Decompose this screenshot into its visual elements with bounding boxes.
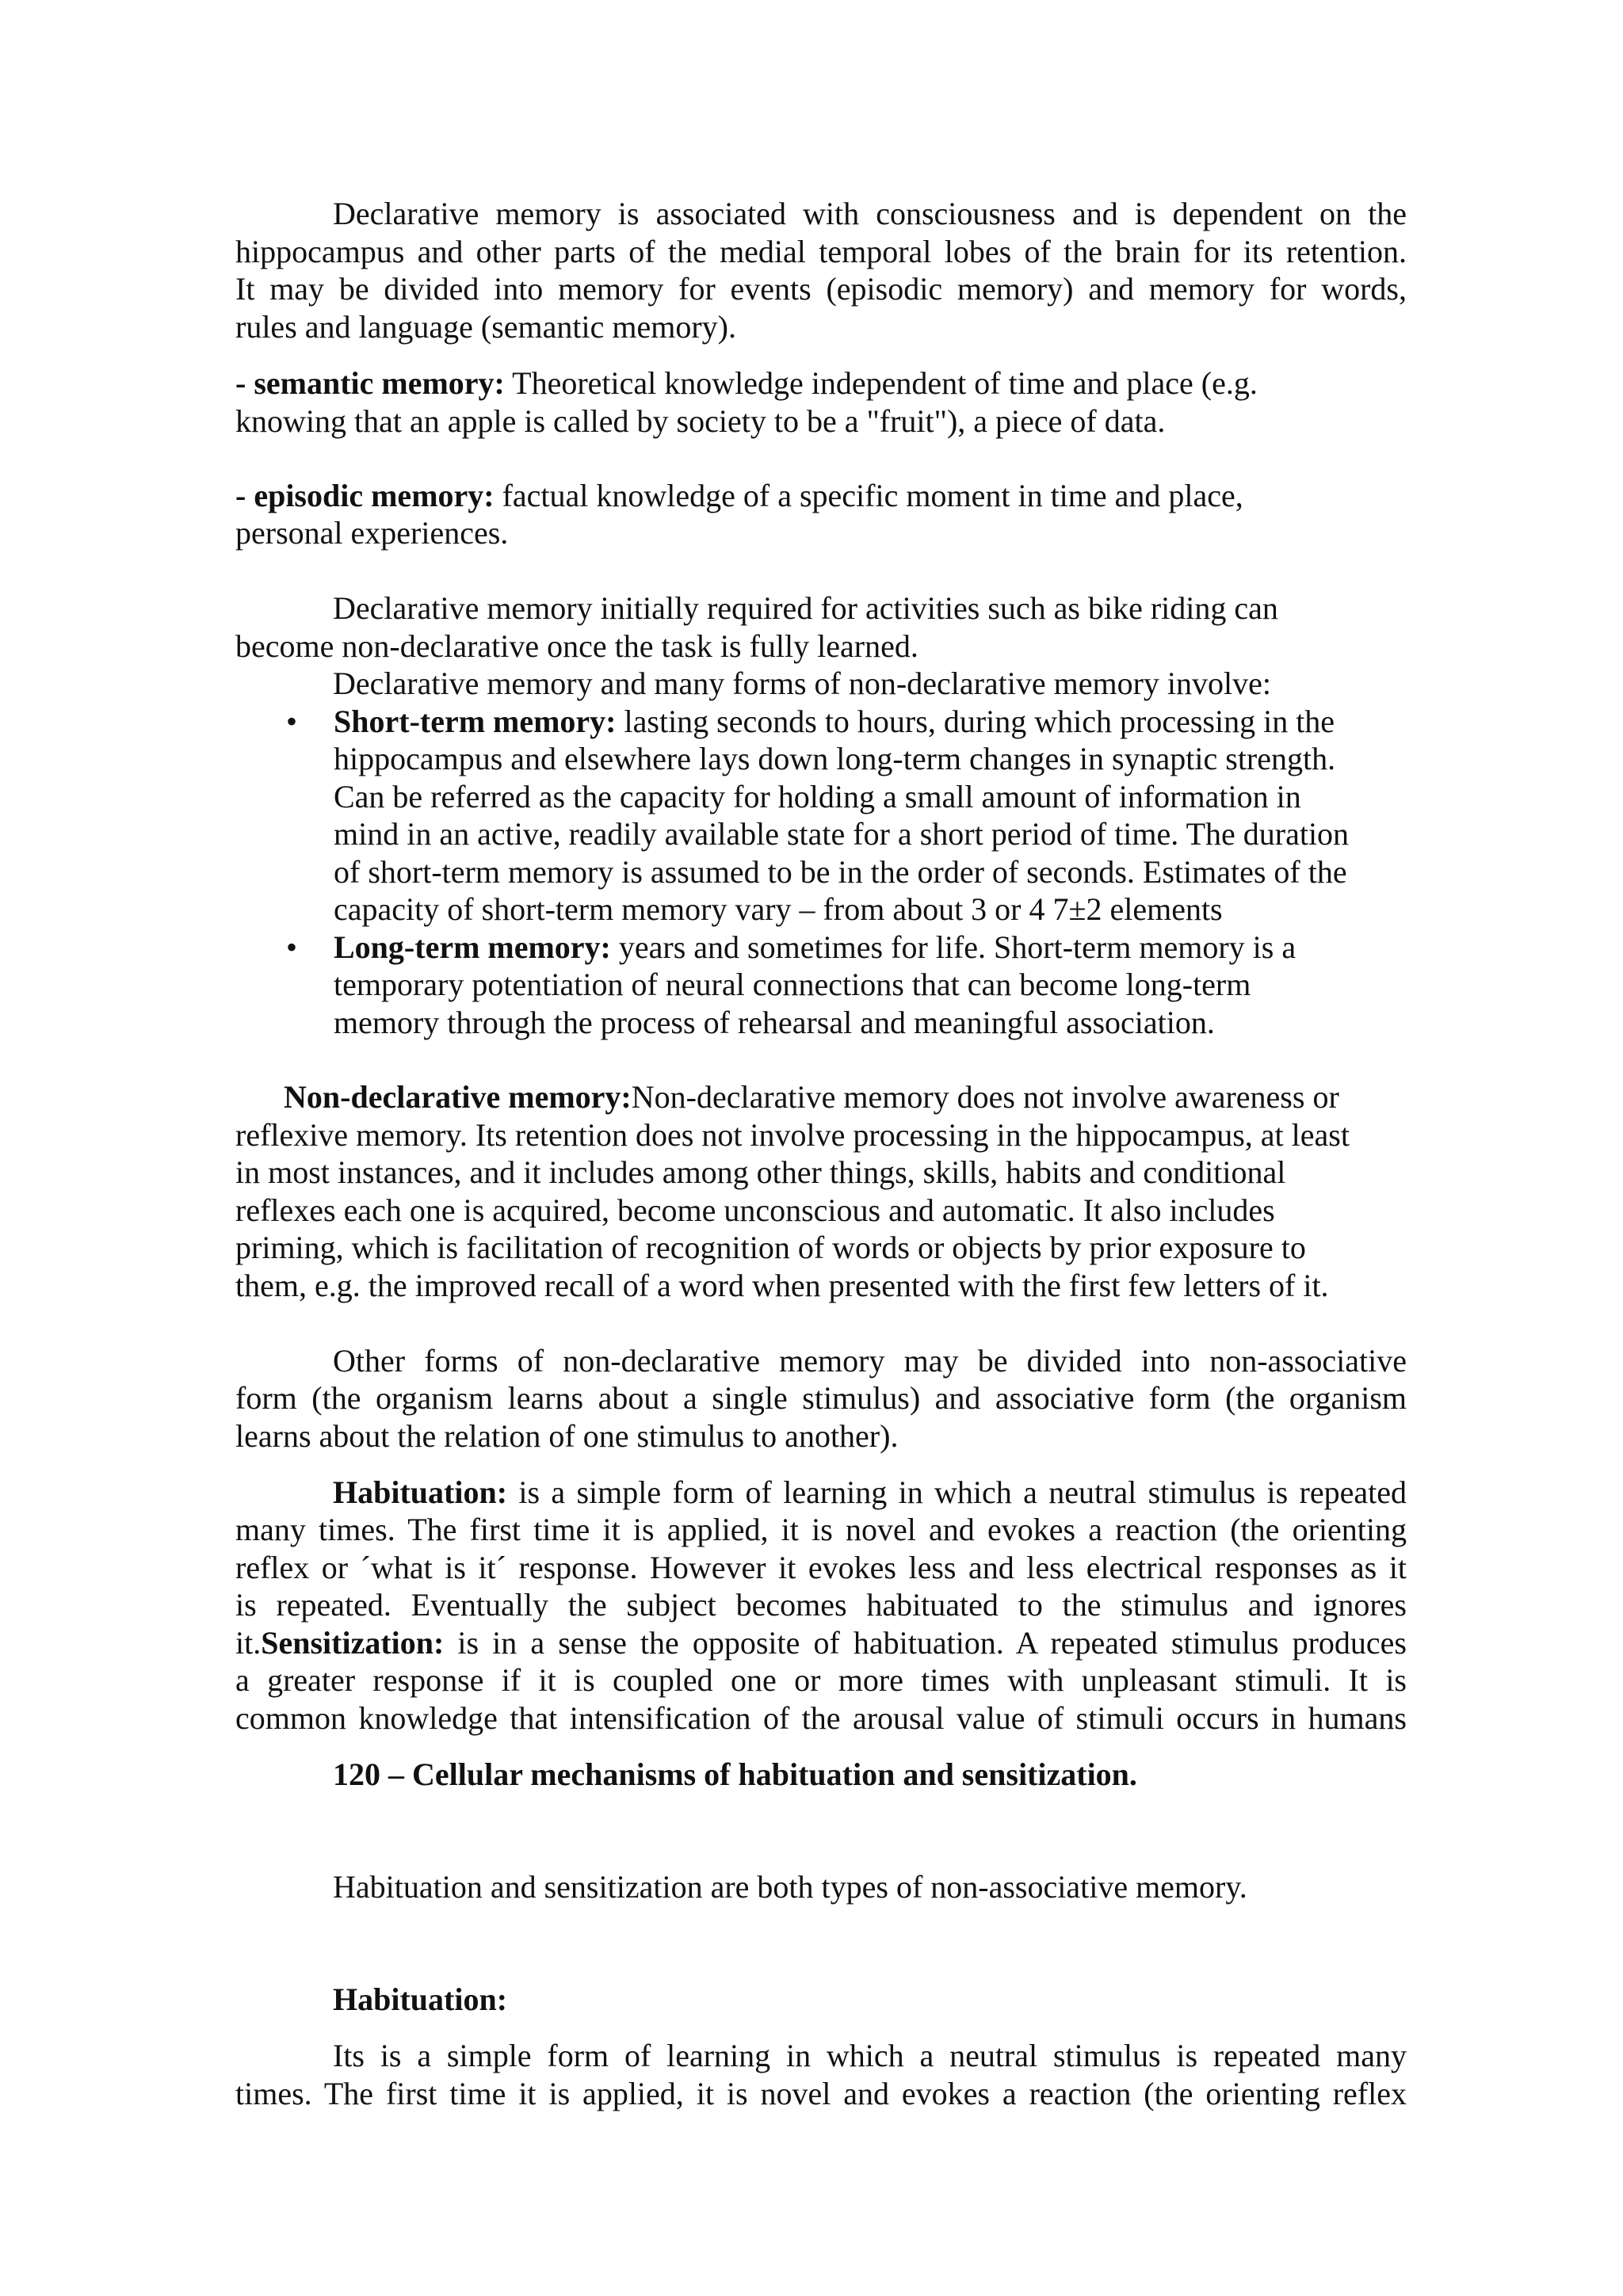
habituation-subheading: Habituation: xyxy=(333,1981,508,2017)
involve-line: Declarative memory and many forms of non-declarative memory involve: xyxy=(333,666,1272,701)
habituation-line-5-start: it. xyxy=(235,1625,262,1661)
other-forms-line-2: form (the organism learns about a single stimulus) and associative form (the organism xyxy=(235,1380,1407,1416)
short-term-line-4: mind in an active, readily available state for a short period of time. The duration xyxy=(334,816,1350,852)
long-term-line-1 xyxy=(334,929,1407,967)
non-declarative-line-6: them, e.g. the improved recall of a word when presented with the first few letters of it. xyxy=(235,1268,1329,1303)
semantic-memory-line-2: knowing that an apple is called by society to be a "fruit"), a piece of data. xyxy=(235,403,1166,439)
non-declarative-line-1 xyxy=(284,1078,1407,1116)
other-forms-line-3: learns about the relation of one stimulus to another). xyxy=(235,1418,899,1454)
non-declarative-line-4: reflexes each one is acquired, become unconscious and automatic. It also includes xyxy=(235,1192,1275,1228)
habituation-line-5 xyxy=(235,1624,1407,1662)
habituation-line-7: common knowledge that intensification of the arousal value of stimuli occurs in humans xyxy=(235,1700,1407,1736)
bullet-short-term: • xyxy=(285,704,297,739)
short-term-line-1 xyxy=(334,703,1407,741)
short-term-line-2: hippocampus and elsewhere lays down long-term changes in synaptic strength. xyxy=(334,741,1336,776)
short-term-line-3: Can be referred as the capacity for holding a small amount of information in xyxy=(334,779,1301,814)
short-term-label: Short-term memory: xyxy=(334,704,617,739)
habituation-line-6: a greater response if it is coupled one or more times with unpleasant stimuli. It is xyxy=(235,1662,1407,1698)
non-declarative-line-5: priming, which is facilitation of recognition of words or objects by prior exposure to xyxy=(235,1230,1306,1265)
episodic-memory-label: - episodic memory: xyxy=(235,478,495,513)
section-120-line-1: Its is a simple form of learning in which a neutral stimulus is repeated many xyxy=(333,2038,1407,2073)
section-120-heading: 120 – Cellular mechanisms of habituation and sensitization. xyxy=(333,1756,1137,1792)
semantic-memory-line-1 xyxy=(235,364,1407,402)
long-term-line-3: memory through the process of rehearsal and meaningful association. xyxy=(334,1005,1215,1040)
sensitization-label: Sensitization: xyxy=(261,1625,445,1661)
short-term-line-5: of short-term memory is assumed to be in the order of seconds. Estimates of the xyxy=(334,854,1347,890)
episodic-memory-line-2: personal experiences. xyxy=(235,515,509,551)
bike-riding-line-1: Declarative memory initially required for activities such as bike riding can xyxy=(333,590,1278,626)
sensitization-text: is in a sense the opposite of habituation. A repeated stimulus produces xyxy=(444,1625,1407,1661)
other-forms-line-1: Other forms of non-declarative memory may be divided into non-associative xyxy=(333,1343,1407,1379)
habituation-line-4: is repeated. Eventually the subject becomes habituated to the stimulus and ignores xyxy=(235,1587,1407,1623)
long-term-line-2: temporary potentiation of neural connections that can become long-term xyxy=(334,967,1251,1002)
long-term-label: Long-term memory: xyxy=(334,929,611,965)
episodic-memory-line-1 xyxy=(235,477,1407,515)
declarative-intro-line-4: rules and language (semantic memory). xyxy=(235,309,736,345)
declarative-intro-line-1: Declarative memory is associated with consciousness and is dependent on the xyxy=(333,196,1407,231)
semantic-memory-label: - semantic memory: xyxy=(235,365,505,401)
non-declarative-text: Non-declarative memory does not involve awareness or xyxy=(631,1079,1339,1115)
long-term-text: years and sometimes for life. Short-term memory is a xyxy=(610,929,1296,965)
section-120-intro: Habituation and sensitization are both types of non-associative memory. xyxy=(333,1869,1247,1905)
episodic-memory-text: factual knowledge of a specific moment in time and place, xyxy=(494,478,1243,513)
habituation-line-3: reflex or ´what is it´ response. However it evokes less and less electrical responses as it xyxy=(235,1550,1407,1585)
declarative-intro-line-3: It may be divided into memory for events (episodic memory) and memory for words, xyxy=(235,271,1407,307)
section-120-line-2: times. The first time it is applied, it is novel and evokes a reaction (the orienting reflex xyxy=(235,2076,1407,2111)
bike-riding-line-2: become non-declarative once the task is fully learned. xyxy=(235,628,918,664)
short-term-text: lasting seconds to hours, during which processing in the xyxy=(616,704,1335,739)
habituation-line-2: many times. The first time it is applied, it is novel and evokes a reaction (the orienting xyxy=(235,1512,1407,1547)
non-declarative-label: Non-declarative memory: xyxy=(284,1079,632,1115)
declarative-intro-line-2: hippocampus and other parts of the medial temporal lobes of the brain for its retention. xyxy=(235,234,1407,269)
semantic-memory-text: Theoretical knowledge independent of time and place (e.g. xyxy=(504,365,1258,401)
habituation-text: is a simple form of learning in which a neutral stimulus is repeated xyxy=(507,1474,1407,1510)
non-declarative-line-3: in most instances, and it includes among other things, skills, habits and conditional xyxy=(235,1154,1286,1190)
habituation-line-1 xyxy=(235,1474,1407,1512)
non-declarative-line-2: reflexive memory. Its retention does not involve processing in the hippocampus, at least xyxy=(235,1117,1350,1153)
bullet-long-term: • xyxy=(285,929,297,965)
habituation-label: Habituation: xyxy=(333,1474,508,1510)
short-term-line-6: capacity of short-term memory vary – from about 3 or 4 7±2 elements xyxy=(334,891,1223,927)
